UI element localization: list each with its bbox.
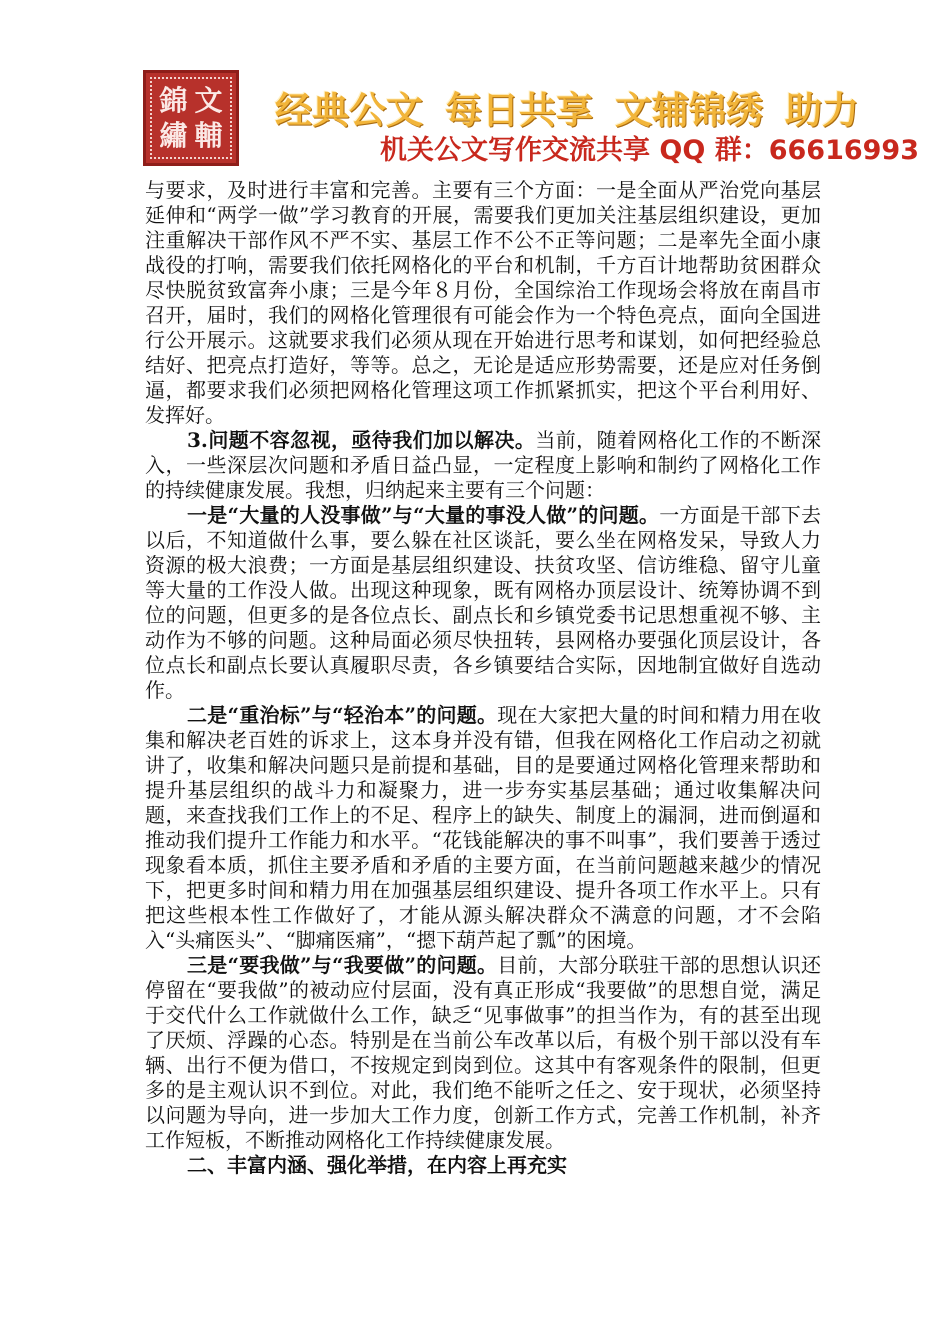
paragraph-text: 目前，大部分联驻干部的思想认识还停留在“要我做”的被动应付层面，没有真正形成“我要做”的思想自觉，满足于交代什么工作就做什么工作，缺乏“见事做事”的担当作为，有的甚至出现了厌烦、浮躁的心态。特别是在当前公车改革以后，有极个别干部以没有车辆、出行不便为借口，不按规定到岗到位。这其中有客观条件的限制，但更多的是主观认识不到位。对此，我们绝不能听之任之、安于现状，必须坚持以问题为导向，进一步加大工作力度，创新工作方式，完善工作机制，补齐工作短板，不断推动网格化工作持续健康发展。: [145, 953, 822, 1152]
section-heading-text: 二、丰富内涵、强化举措，在内容上再充实: [187, 1153, 567, 1177]
page-header: [0, 0, 950, 178]
paragraph-lead: 二是“重治标”与“轻治本”的问题。: [187, 703, 498, 727]
paragraph: [145, 503, 821, 703]
slogan-part: 每日共享: [445, 89, 593, 132]
qq-group-banner: 机关公文写作交流共享 QQ 群：66616993: [380, 135, 919, 166]
paragraph: [145, 703, 821, 953]
paragraph-text: 当前，随着网格化工作的不断深入，一些深层次问题和矛盾日益凸显，一定程度上影响和制约了网格化工作的持续健康发展。我想，归纳起来主要有三个问题：: [145, 428, 821, 502]
slogan-banner: [275, 80, 881, 134]
logo-seal: [143, 70, 239, 166]
logo-char-2: 文: [194, 83, 223, 117]
paragraph: [145, 953, 821, 1153]
slogan-part: 文辅锦绣: [615, 89, 763, 132]
paragraph-lead: 3.问题不容忽视，亟待我们加以解决。: [187, 428, 536, 452]
document-body: [145, 178, 821, 1178]
logo-char-4: 輔: [194, 118, 223, 152]
slogan-part: 经典公文: [275, 89, 423, 132]
paragraph-text: 一方面是干部下去以后，不知道做什么事，要么躲在社区谈託，要么坐在网格发呆，导致人力资源的极大浪费；一方面是基层组织建设、扶贫攻坚、信访维稳、留守儿童等大量的工作没人做。出现这种现象，既有网格办顶层设计、统筹协调不到位的问题，但更多的是各位点长、副点长和乡镇党委书记思想重视不够、主动作为不够的问题。这种局面必须尽快扭转，县网格办要强化顶层设计，各位点长和副点长要认真履职尽责，各乡镇要结合实际，因地制宜做好自选动作。: [145, 503, 822, 702]
paragraph-text: 现在大家把大量的时间和精力用在收集和解决老百姓的诉求上，这本身并没有错，但我在网格化工作启动之初就讲了，收集和解决问题只是前提和基础，目的是要通过网格化管理来帮助和提升基层组织的战斗力和凝聚力，进一步夯实基层基础；通过收集解决问题，来查找我们工作上的不足、程序上的缺失、制度上的漏洞，进而倒逼和推动我们提升工作能力和水平。“花钱能解决的事不叫事”，我们要善于透过现象看本质，抓住主要矛盾和矛盾的主要方面，在当前问题越来越少的情况下，把更多时间和精力用在加强基层组织建设、提升各项工作水平上。只有把这些根本性工作做好了，才能从源头解决群众不满意的问题，才不会陷入“头痛医头”、“脚痛医痛”，“摁下葫芦起了瓢”的困境。: [145, 703, 822, 952]
logo-char-3: 繡: [159, 118, 188, 152]
logo-char-1: 錦: [159, 83, 188, 117]
paragraph-lead: 一是“大量的人没事做”与“大量的事没人做”的问题。: [187, 503, 660, 527]
paragraph-text: 与要求，及时进行丰富和完善。主要有三个方面：一是全面从严治党向基层延伸和“两学一做”学习教育的开展，需要我们更加关注基层组织建设，更加注重解决干部作风不严不实、基层工作不公不正等问题；二是率先全面小康战役的打响，需要我们依托网格化的平台和机制，千方百计地帮助贫困群众尽快脱贫致富奔小康；三是今年８月份，全国综治工作现场会将放在南昌市召开，届时，我们的网格化管理很有可能会作为一个特色亮点，面向全国进行公开展示。这就要求我们必须从现在开始进行思考和谋划，如何把经验总结好、把亮点打造好，等等。总之，无论是适应形势需要，还是应对任务倒逼，都要求我们必须把网格化管理这项工作抓紧抓实，把这个平台利用好、发挥好。: [145, 178, 821, 427]
paragraph: [145, 428, 821, 503]
section-heading: [145, 1153, 821, 1178]
slogan-part: 助力: [785, 89, 859, 132]
paragraph: [145, 178, 821, 428]
paragraph-lead: 三是“要我做”与“我要做”的问题。: [187, 953, 498, 977]
